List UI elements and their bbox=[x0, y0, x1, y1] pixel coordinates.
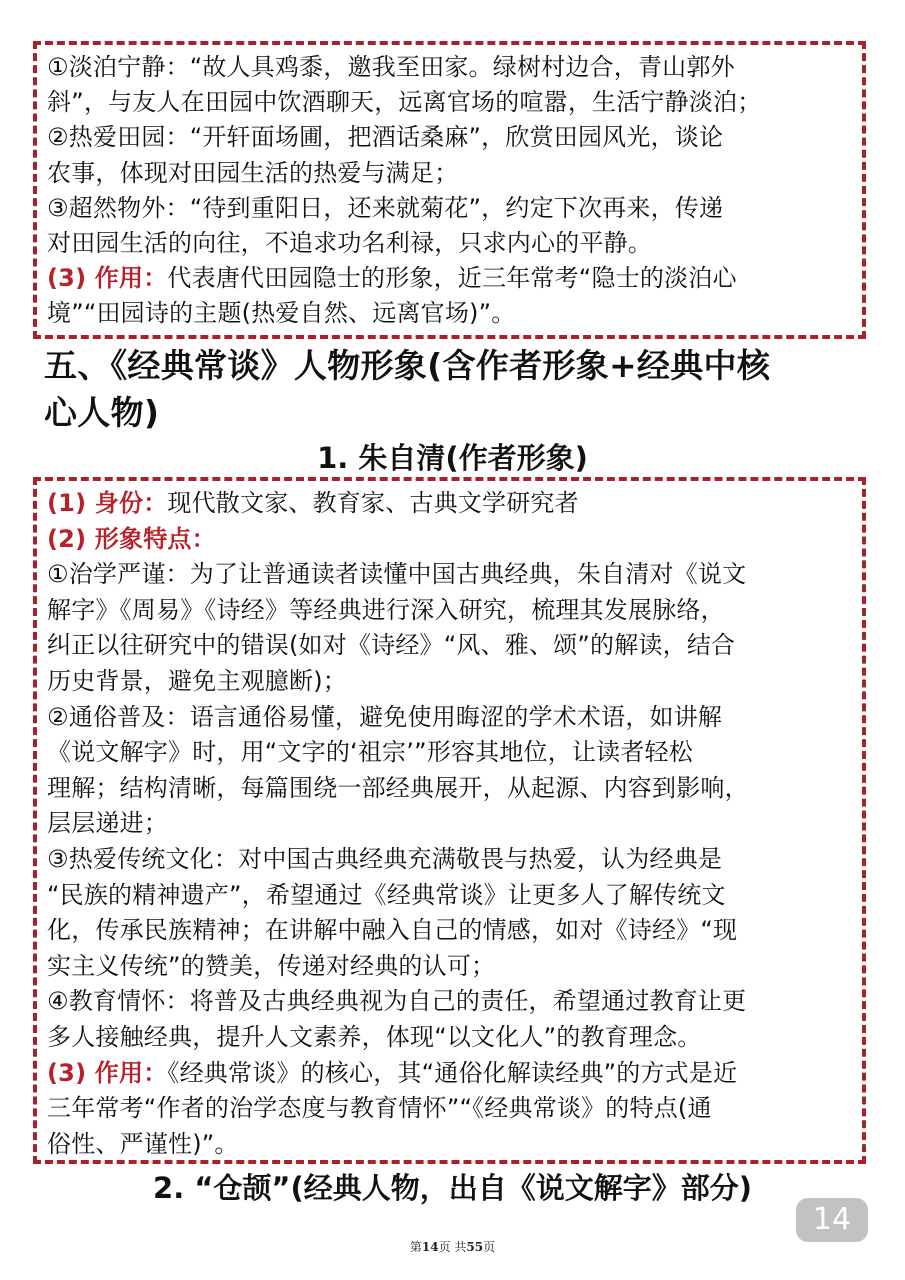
text-line: ④教育情怀：将普及古典经典视为自己的责任，希望通过教育让更 bbox=[47, 987, 747, 1016]
poem-summary-box bbox=[33, 41, 866, 339]
identity-text: 现代散文家、教育家、古典文学研究者 bbox=[167, 489, 579, 517]
footer-suffix: 页 bbox=[483, 1240, 496, 1254]
subheading-cangjie: 2. “仓颉”(经典人物，出自《说文解字》部分) bbox=[153, 1171, 752, 1205]
effect-text: 《经典常谈》的核心，其“通俗化解读经典”的方式是近 bbox=[167, 1058, 738, 1087]
text-line: 对田园生活的向往，不追求功名利禄，只求内心的平静。 bbox=[47, 229, 652, 258]
text-line: 理解；结构清晰，每篇围绕一部经典展开，从起源、内容到影响， bbox=[47, 773, 749, 802]
effect-label: (3) 作用： bbox=[47, 1058, 168, 1087]
text-line: “民族的精神遗产”，希望通过《经典常谈》让更多人了解传统文 bbox=[47, 880, 726, 909]
text-line: ③热爱传统文化：对中国古典经典充满敬畏与热爱，认为经典是 bbox=[47, 844, 723, 873]
text-line: ②通俗普及：语言通俗易懂，避免使用晦涩的学术术语，如讲解 bbox=[47, 702, 723, 731]
text-line: 层层递进； bbox=[47, 809, 168, 838]
footer-prefix: 第 bbox=[409, 1240, 422, 1254]
page-number-badge: 14 bbox=[796, 1198, 868, 1242]
text-line: 解字》《周易》《诗经》等经典进行深入研究，梳理其发展脉络， bbox=[47, 595, 725, 624]
text-line: 境”“田园诗的主题(热爱自然、远离官场)”。 bbox=[47, 299, 516, 328]
text-line: ③超然物外：“待到重阳日，还来就菊花”，约定下次再来，传递 bbox=[47, 193, 724, 222]
text-line: 实主义传统”的赞美，传递对经典的认可； bbox=[47, 951, 496, 980]
text-line: ①治学严谨：为了让普通读者读懂中国古典经典，朱自清对《说文 bbox=[47, 560, 747, 589]
text-line: 俗性、严谨性)”。 bbox=[47, 1129, 239, 1158]
effect-line bbox=[47, 1056, 854, 1092]
subheading-zhu-ziqing: 1. 朱自清(作者形象) bbox=[317, 441, 588, 475]
text-line: 《说文解字》时，用“文字的‘祖宗’”形容其地位，让读者轻松 bbox=[47, 738, 693, 767]
text-line: 三年常考“作者的治学态度与教育情怀”“《经典常谈》的特点(通 bbox=[47, 1094, 712, 1123]
text-line: 化，传承民族精神；在讲解中融入自己的情感，如对《诗经》“现 bbox=[47, 916, 738, 945]
identity-label: (1) 身份： bbox=[47, 489, 168, 517]
section-heading-line2: 心人物) bbox=[44, 393, 160, 432]
effect-text: 代表唐代田园隐士的形象，近三年常考“隐士的淡泊心 bbox=[167, 264, 737, 293]
effect-label: (3) 作用： bbox=[47, 264, 168, 293]
text-line: ②热爱田园：“开轩面场圃，把酒话桑麻”，欣赏田园风光，谈论 bbox=[47, 123, 724, 152]
footer-mid: 页 共 bbox=[438, 1240, 467, 1254]
section-heading-line1: 五、《经典常谈》人物形象(含作者形象+经典中核 bbox=[44, 346, 771, 385]
effect-line bbox=[47, 261, 854, 296]
traits-label: (2) 形象特点： bbox=[47, 524, 216, 553]
page-footer bbox=[0, 1238, 905, 1255]
text-line: 历史背景，避免主观臆断)； bbox=[47, 666, 347, 695]
text-line: 多人接触经典，提升人文素养，体现“以文化人”的教育理念。 bbox=[47, 1022, 702, 1051]
identity-line bbox=[47, 486, 854, 522]
text-line: 农事，体现对田园生活的热爱与满足； bbox=[47, 158, 459, 187]
footer-total: 55 bbox=[466, 1240, 484, 1254]
text-line: 纠正以往研究中的错误(如对《诗经》“风、雅、颂”的解读，结合 bbox=[47, 631, 736, 660]
text-line: ①淡泊宁静：“故人具鸡黍，邀我至田家。绿树村边合，青山郭外 bbox=[47, 53, 735, 81]
text-line: 斜”，与友人在田园中饮酒聊天，远离官场的喧嚣，生活宁静淡泊； bbox=[47, 88, 762, 117]
footer-page: 14 bbox=[421, 1240, 439, 1254]
zhu-ziqing-box bbox=[33, 477, 866, 1164]
